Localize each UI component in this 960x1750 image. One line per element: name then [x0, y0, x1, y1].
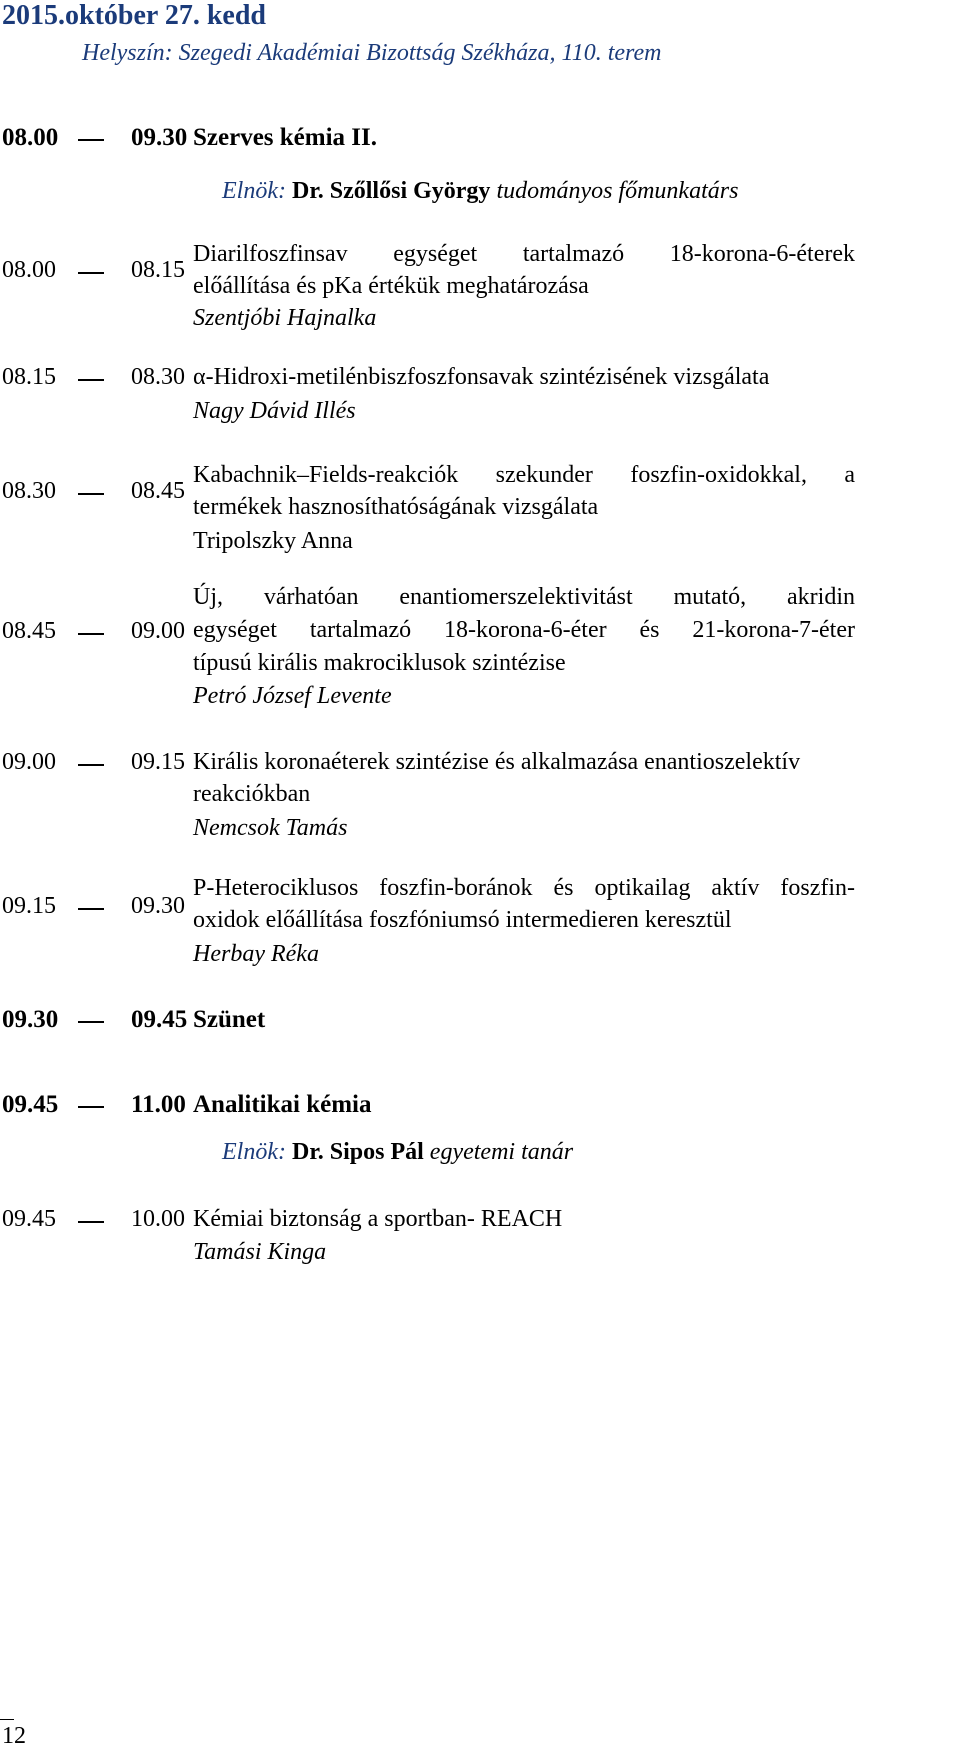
corner-mark: [0, 1719, 14, 1720]
chair-role: egyetemi tanár: [429, 1139, 574, 1165]
talk-author: Tripolszky Anna: [193, 528, 353, 554]
talk-end-time: 08.30: [131, 364, 185, 390]
time-dash: [78, 633, 104, 635]
talk-start-time: 09.15: [2, 893, 56, 919]
talk-title-line: P-Heterociklusos foszfin-boránok és optikailag aktív foszfin-: [193, 875, 855, 901]
talk-start-time: 09.00: [2, 749, 56, 775]
time-dash: [78, 1221, 104, 1223]
break-end-time: 09.45: [131, 1006, 188, 1033]
talk-author: Nagy Dávid Illés: [193, 398, 356, 424]
break-start-time: 09.30: [2, 1006, 59, 1033]
time-dash: [78, 379, 104, 381]
talk-title-line: Kabachnik–Fields-reakciók szekunder foszfin-oxidokkal, a: [193, 462, 855, 488]
talk-start-time: 08.45: [2, 618, 56, 644]
time-dash: [78, 493, 104, 495]
talk-title-line: Diarilfoszfinsav egységet tartalmazó 18-korona-6-éterek: [193, 241, 855, 267]
session-title: Szerves kémia II.: [193, 124, 377, 151]
session-chair: [222, 1139, 573, 1166]
talk-author: Herbay Réka: [193, 941, 319, 967]
talk-end-time: 10.00: [131, 1206, 185, 1232]
talk-end-time: 09.15: [131, 749, 185, 775]
talk-start-time: 08.15: [2, 364, 56, 390]
talk-start-time: 09.45: [2, 1206, 56, 1232]
talk-title-line: termékek hasznosíthatóságának vizsgálata: [193, 494, 599, 520]
talk-start-time: 08.00: [2, 257, 56, 283]
session-end-time: 11.00: [131, 1091, 186, 1118]
talk-author: Szentjóbi Hajnalka: [193, 305, 377, 331]
chair-prefix: Elnök:: [222, 1139, 286, 1165]
session-chair: [222, 178, 738, 205]
time-dash: [78, 908, 104, 910]
time-dash: [78, 272, 104, 274]
day-heading: 2015.október 27. kedd: [2, 0, 266, 31]
page-number: 12: [2, 1723, 26, 1749]
talk-author: Nemcsok Tamás: [193, 815, 348, 841]
time-dash: [78, 764, 104, 766]
talk-end-time: 08.45: [131, 478, 185, 504]
time-dash: [78, 1021, 104, 1023]
talk-title-line: Királis koronaéterek szintézise és alkalmazása enantioszelektív: [193, 749, 801, 775]
session-title: Analitikai kémia: [193, 1091, 372, 1118]
talk-title-line: reakciókban: [193, 781, 311, 807]
talk-title-line: típusú királis makrociklusok szintézise: [193, 650, 566, 676]
talk-title-line: Új, várhatóan enantiomerszelektivitást mutató, akridin: [193, 584, 855, 610]
talk-end-time: 09.00: [131, 618, 185, 644]
time-dash: [78, 139, 104, 141]
chair-role: tudományos főmunkatárs: [496, 178, 739, 204]
talk-title-line: egységet tartalmazó 18-korona-6-éter és 21-korona-7-éter: [193, 617, 855, 643]
talk-author: Petró József Levente: [193, 683, 392, 709]
talk-end-time: 09.30: [131, 893, 185, 919]
break-label: Szünet: [193, 1006, 266, 1033]
talk-end-time: 08.15: [131, 257, 185, 283]
talk-title-line: α-Hidroxi-metilénbiszfoszfonsavak szintézisének vizsgálata: [193, 364, 770, 390]
talk-start-time: 08.30: [2, 478, 56, 504]
talk-author: Tamási Kinga: [193, 1239, 327, 1265]
talk-title-line: oxidok előállítása foszfóniumsó intermedieren keresztül: [193, 907, 732, 933]
time-dash: [78, 1106, 104, 1108]
talk-title-line: előállítása és pKa értékük meghatározása: [193, 273, 589, 299]
venue-line: Helyszín: Szegedi Akadémiai Bizottság Székháza, 110. terem: [82, 40, 662, 66]
session-end-time: 09.30: [131, 124, 188, 151]
chair-prefix: Elnök:: [222, 178, 286, 204]
chair-name: Dr. Sipos Pál: [291, 1139, 424, 1165]
session-start-time: 08.00: [2, 124, 59, 151]
session-start-time: 09.45: [2, 1091, 59, 1118]
talk-title-line: Kémiai biztonság a sportban- REACH: [193, 1206, 563, 1232]
chair-name: Dr. Szőllősi György: [291, 178, 491, 204]
